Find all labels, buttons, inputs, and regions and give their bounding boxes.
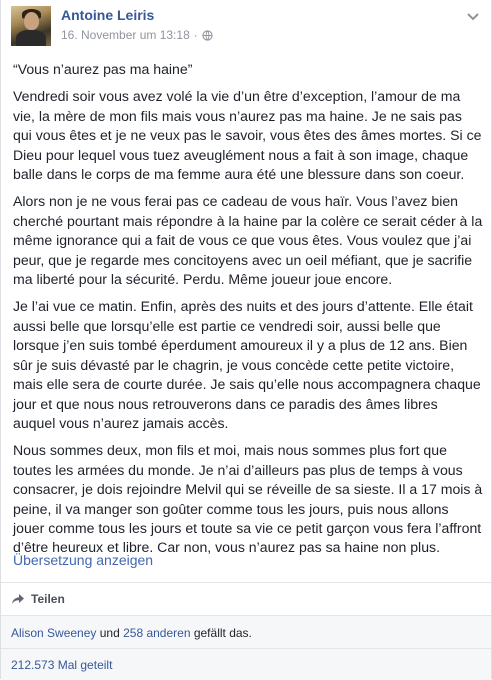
post-paragraph: Je l’ai vue ce matin. Enfin, après des nuits et des jours d’attente. Elle était aussi belle que lorsqu’elle est partie ce vendredi soir, aussi belle que lorsque j’en suis tombé éperdument amoureux il y a plus de 12 ans. Bien sûr je suis dévasté par le chagrin, je vous concède cette petite victoire, mais elle sera de courte durée. Je sais qu’elle nous accompagnera chaque jour et que nous nous retrouverons dans ce paradis des âmes libres auquel vous n’aurez jamais accès. bbox=[13, 298, 481, 431]
post-paragraph-title: “Vous n’aurez pas ma haine” bbox=[13, 61, 193, 77]
share-button[interactable] bbox=[11, 592, 65, 606]
share-label: Teilen bbox=[31, 592, 65, 606]
chevron-down-icon[interactable] bbox=[465, 10, 481, 22]
translate-link[interactable]: Übersetzung anzeigen bbox=[13, 552, 154, 568]
likes-conjunction: und bbox=[96, 626, 124, 640]
avatar[interactable] bbox=[11, 6, 51, 46]
globe-icon[interactable] bbox=[202, 30, 213, 41]
others-likes-link[interactable]: 258 anderen bbox=[123, 626, 191, 640]
post-timestamp[interactable]: 16. November um 13:18 bbox=[61, 28, 190, 42]
post-paragraph: Alors non je ne vous ferai pas ce cadeau de vous haïr. Vous l’avez bien cherché pourtant mais répondre à la haine par la colère ce serait céder à la même ignorance qui a fait de vous ce que vous êtes. Vous voulez que j’ai peur, que je regarde mes concitoyens avec un oeil méfiant, que je sacrifie ma liberté pour la sécurité. Perdu. Même joueur joue encore. bbox=[13, 193, 483, 288]
post-header bbox=[11, 6, 481, 50]
likes-summary bbox=[1, 615, 491, 648]
likes-suffix: gefällt das. bbox=[190, 626, 252, 640]
post-actions-bar bbox=[1, 582, 491, 615]
author-name[interactable]: Antoine Leiris bbox=[61, 7, 155, 23]
shares-summary bbox=[1, 648, 491, 680]
post-paragraph: Nous sommes deux, mon fils et moi, mais nous sommes plus fort que toutes les armées du monde. Je n’ai d’ailleurs pas plus de temps à vous consacrer, je dois rejoindre Melvil qui se réveille de sa sieste. Il a 17 mois à peine, il va manger son goûter comme tous les jours, puis nous allons jouer comme tous les jours et toute sa vie ce petit garçon vous fera l’affront d’être heureux et libre. Car non, vous n’aurez pas sa haine non plus. bbox=[13, 442, 483, 556]
post-meta bbox=[61, 28, 213, 42]
post-body bbox=[13, 60, 483, 566]
meta-separator: · bbox=[193, 28, 198, 42]
post-paragraph: Vendredi soir vous avez volé la vie d’un être d’exception, l’amour de ma vie, la mère de mon fils mais vous n’aurez pas ma haine. Je ne sais pas qui vous êtes et je ne veux pas le savoir, vous êtes des âmes mortes. Si ce Dieu pour lequel vous tuez aveuglément nous a fait à son image, chaque balle dans le corps de ma femme aura été une blessure dans son coeur. bbox=[13, 88, 482, 183]
liker-name-link[interactable]: Alison Sweeney bbox=[11, 626, 97, 640]
shares-count-link[interactable]: 212.573 Mal geteilt bbox=[11, 658, 113, 672]
share-arrow-icon bbox=[11, 593, 25, 605]
